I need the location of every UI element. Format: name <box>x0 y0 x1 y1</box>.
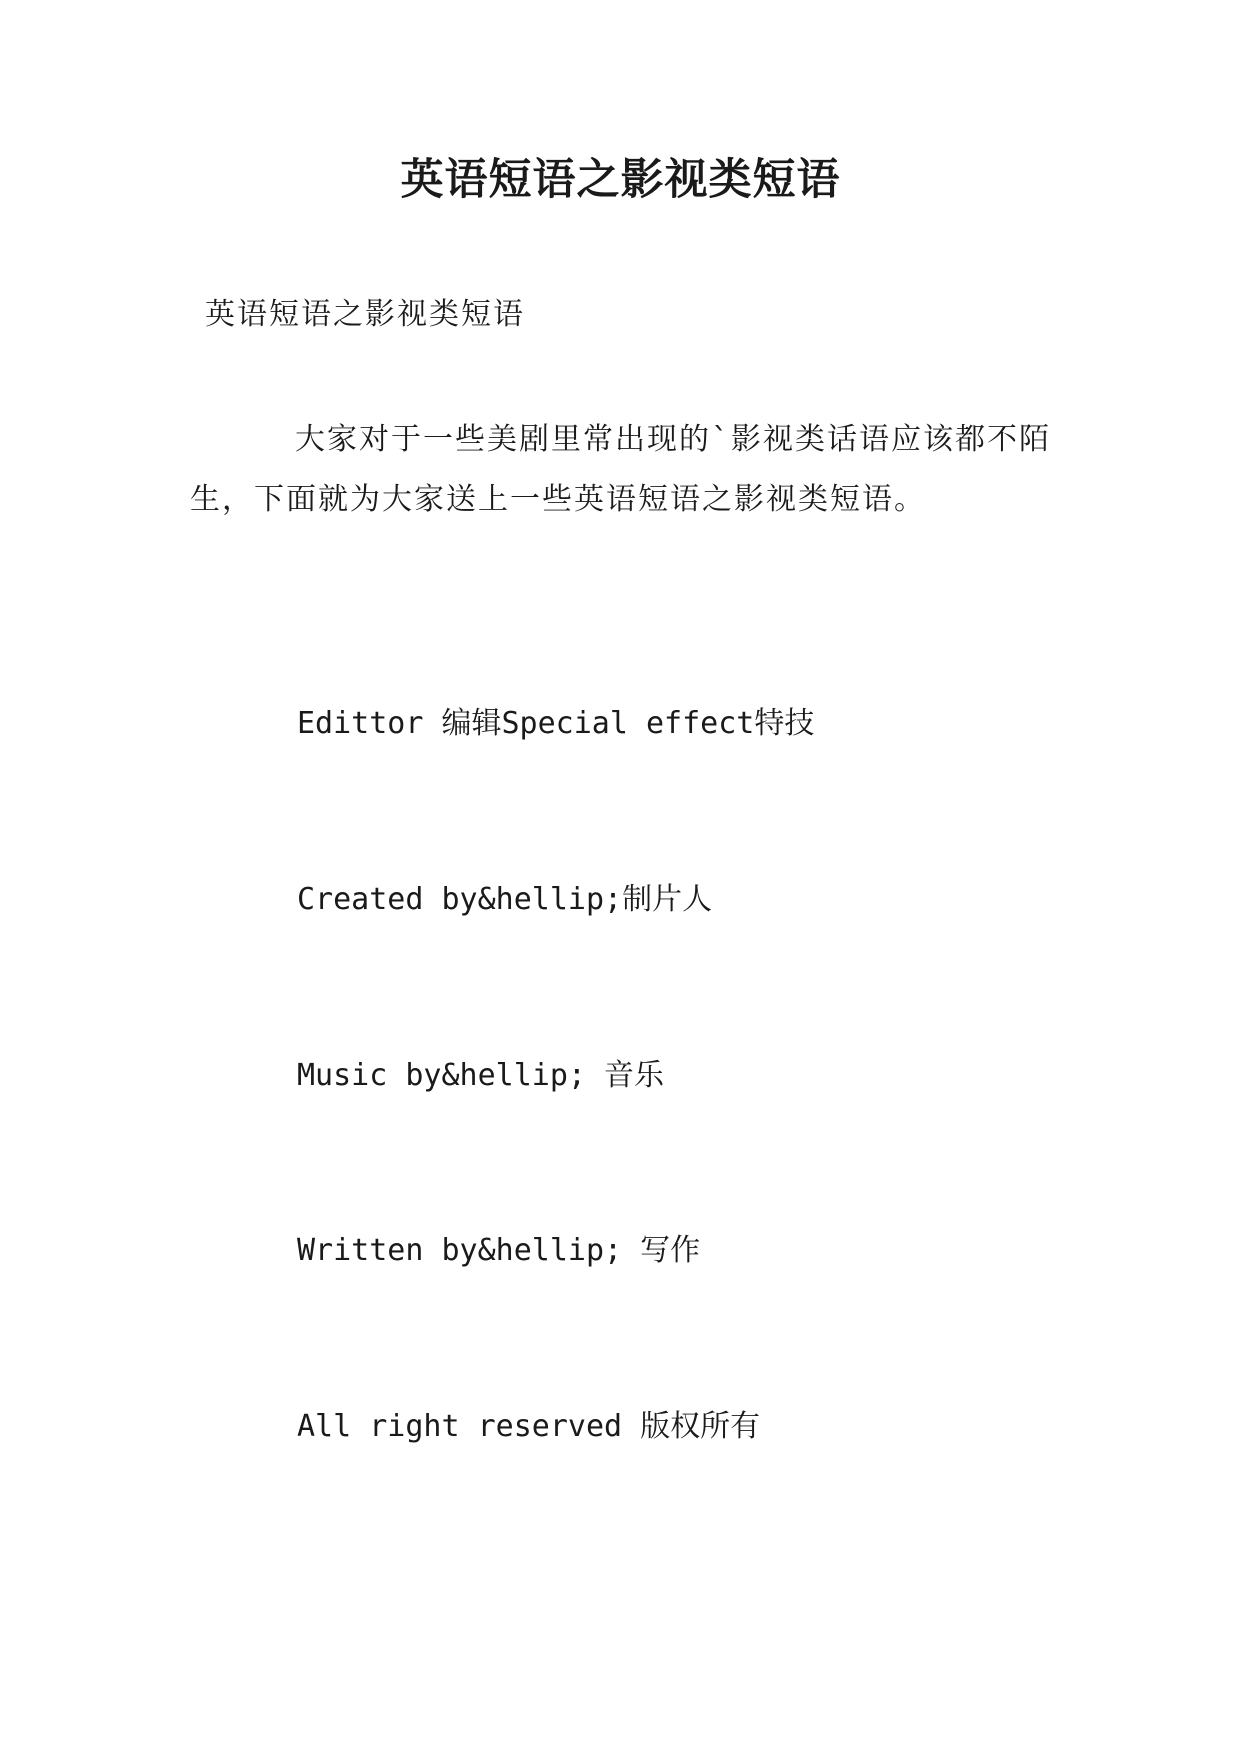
term-line: Edittor 编辑Special effect特技 <box>297 706 815 741</box>
document-title: 英语短语之影视类短语 <box>400 155 841 205</box>
intro-paragraph: 大家对于一些美剧里常出现的`影视类话语应该都不陌生，下面就为大家送上一些英语短语之影视类短语。 <box>190 422 1052 517</box>
term-line: All right reserved 版权所有 <box>297 1409 761 1444</box>
document-subtitle: 英语短语之影视类短语 <box>205 297 525 332</box>
term-line: Music by&hellip; 音乐 <box>297 1058 665 1093</box>
term-line: Written by&hellip; 写作 <box>297 1233 701 1268</box>
term-line: Created by&hellip;制片人 <box>297 882 713 917</box>
